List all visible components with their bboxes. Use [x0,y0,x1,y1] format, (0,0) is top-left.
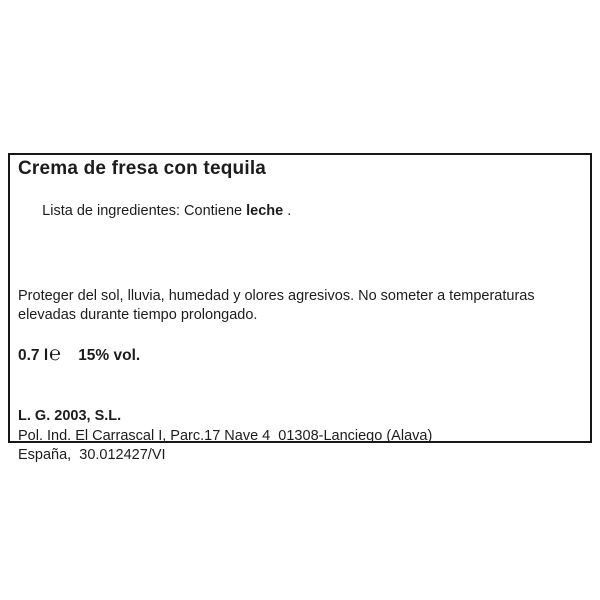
producer-name: L. G. 2003, S.L. [18,408,122,424]
storage-warning-line-1: Proteger del sol, lluvia, humedad y olores agresivos. No someter a temperaturas [18,288,535,304]
product-title: Crema de fresa con tequila [18,158,267,179]
net-volume-line [18,344,582,366]
storage-warning-line-2: elevadas durante tiempo prolongado. [18,307,258,323]
producer-address: Pol. Ind. El Carrascal I, Parc.17 Nave 4 01308-Lanciego (Alava) [18,427,433,444]
ingredients-suffix: . [283,203,292,219]
producer-country-registration: España, 30.012427/VI [18,447,166,463]
label-box [8,153,592,463]
net-volume: 0.7 l [18,347,49,364]
ingredients-prefix: Lista de ingredientes: Contiene [42,203,247,219]
alcohol-content: 15% vol. [78,347,141,364]
allergen-emphasis: leche [246,203,284,219]
ingredients-line [18,183,582,240]
producer-block [18,407,582,466]
estimated-sign: ℮ [49,343,62,365]
storage-warning [18,287,582,325]
